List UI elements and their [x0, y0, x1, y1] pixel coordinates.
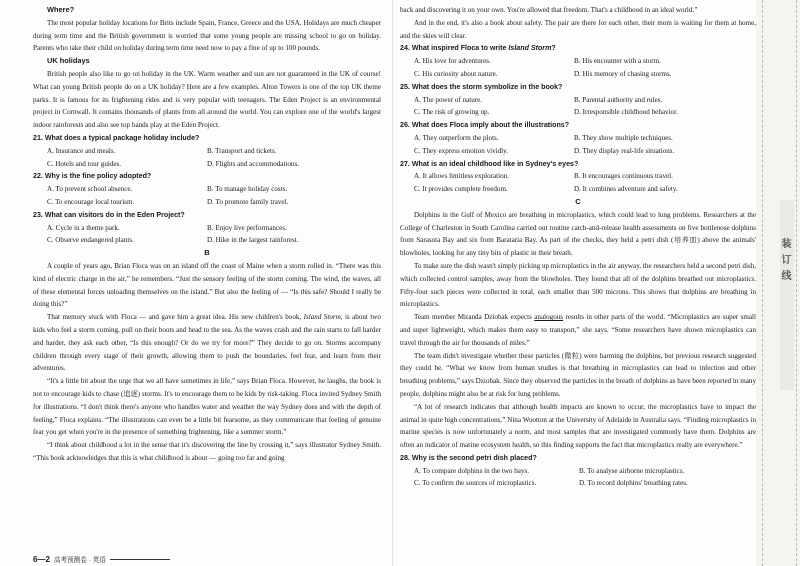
footer-rule	[110, 559, 170, 560]
question-24-title: Island Storm	[508, 44, 552, 53]
option-24b[interactable]: B. His encounter with a storm.	[574, 57, 661, 66]
paragraph-b2-rest: , is about two kids who feel a storm coming, pull on their boots and head to the sea. As the waves crash and the rain starts to fall harder and harder, they ask each other, “Is this enough? Or do we try for more?” They decide to go on. Storms accompany children through every stage of their growth, allowing them to push the boundaries, feel fear, and learn from their adventures.	[33, 313, 381, 373]
paragraph-c5: “A lot of research indicates that although health impacts are known to occur, the microplastics have to impact the animal in quite high concentrations,” Nina Wootton at the University of Adelaide in Australia says. “Finding microplastics in marine species is now unfortunately a norm, and most samples that are investigated commonly have them. Dolphins are often an indicator of marine ecosystem health, so this finding supports the fact that microplastics really are everywhere.”	[400, 402, 756, 450]
option-26c[interactable]: C. They express emotion vividly.	[414, 146, 508, 155]
paragraph-b2	[33, 311, 381, 375]
option-24d[interactable]: D. His memory of chasing storms.	[574, 69, 672, 78]
question-23: 23. What can visitors do in the Eden Project?	[33, 210, 185, 219]
question-22: 22. Why is the fine policy adopted?	[33, 172, 152, 181]
paragraph-c3-start: Team member Miranda Dziobak expects	[414, 313, 535, 322]
question-25: 25. What does the storm symbolize in the book?	[400, 82, 563, 91]
paragraph-c3-rest: results in other parts of the world. “Microplastics are super small and super lightweight, which makes them easy to transport,” she says. “Some researchers have shown microplastics can travel through the air for thousands of miles.”	[400, 313, 756, 347]
binding-margin	[756, 0, 800, 566]
underlined-word: analogous	[534, 313, 564, 322]
option-23c[interactable]: C. Observe endangered plants.	[47, 236, 134, 245]
section-c-heading: C	[575, 196, 581, 206]
binding-label: 装订线	[779, 238, 790, 286]
option-25d[interactable]: D. Irresponsible childhood behavior.	[574, 108, 678, 117]
option-23a[interactable]: A. Cycle in a theme park.	[47, 223, 120, 232]
option-22b[interactable]: B. To manage holiday costs.	[207, 185, 288, 194]
option-26d[interactable]: D. They display real-life situations.	[574, 146, 675, 155]
left-column	[33, 0, 381, 566]
option-24c[interactable]: C. His curiosity about nature.	[414, 69, 498, 78]
option-28b[interactable]: B. To analyse airborne microplastics.	[579, 466, 685, 475]
question-28: 28. Why is the second petri dish placed?	[400, 453, 537, 462]
options-24	[400, 55, 756, 81]
paragraph-c1: Dolphins in the Gulf of Mexico are breathing in microplastics, which could lead to lung problems. Researchers at the College of Charleston in South Carolina carried out routine catch-and-release health assessments on five bottlenose dolphins from Sarasota Bay and six from Barataria Bay. As part of the checks, they held a petri dish (培养皿) above the animals' blowholes, looking for any tiny bits of plastic in their breath.	[400, 210, 756, 258]
option-26b[interactable]: B. They show multiple techniques.	[574, 133, 673, 142]
option-22c[interactable]: C. To encourage local tourism.	[47, 197, 135, 206]
paragraph-where: The most popular holiday locations for Brits include Spain, France, Greece and the USA. Holidays are much cheaper during term time and the British government is worried that some young people are missing school to go on holiday. Parents who take their child on holiday during term time need now to pay a fine of up to 100 pounds.	[33, 18, 381, 53]
paragraph-c2: To make sure the dish wasn't simply picking up microplastics in the air anyway, the researchers held a second petri dish, which collected control samples, away from the blowholes. They found that all of the dolphins breathed out microplastics. Fifty-four such pieces were collected in total, each smaller than 500 microns. This shows that dolphins are breathing in microplastics.	[400, 261, 756, 309]
option-27d[interactable]: D. It combines adventure and safety.	[574, 185, 678, 194]
section-b-heading: B	[204, 248, 210, 258]
right-column	[400, 0, 756, 566]
fold-line	[392, 0, 393, 566]
option-28d[interactable]: D. To record dolphins' breathing rates.	[579, 479, 688, 488]
option-22a[interactable]: A. To prevent school absence.	[47, 185, 133, 194]
option-26a[interactable]: A. They outperform the plots.	[414, 133, 499, 142]
binding-tab	[780, 200, 794, 390]
paragraph-c3	[400, 311, 756, 349]
options-23	[33, 222, 381, 248]
option-28a[interactable]: A. To compare dolphins in the two bays.	[414, 466, 530, 475]
question-26: 26. What does Floca imply about the illustrations?	[400, 121, 570, 130]
option-25c[interactable]: C. The risk of growing up.	[414, 108, 490, 117]
options-28	[400, 465, 756, 491]
option-27b[interactable]: B. It encourages continuous travel.	[574, 172, 673, 181]
option-27a[interactable]: A. It allows limitless exploration.	[414, 172, 509, 181]
options-25	[400, 94, 756, 120]
option-25a[interactable]: A. The power of nature.	[414, 95, 483, 104]
paragraph-b1: A couple of years ago, Brian Floca was on an island off the coast of Maine when a storm rolled in. “There was this kind of electric charge in the air,” he remembers. “Just the sensory feeling of the storm coming. The wind, the waves, all of these elemental forces unloading themselves on the island.” But also the feeling of — “Is this safe? Should I really be doing this?”	[33, 261, 381, 309]
heading-where: Where?	[47, 5, 75, 14]
options-26	[400, 132, 756, 158]
option-23b[interactable]: B. Enjoy live performances.	[207, 223, 287, 232]
page-footer	[33, 554, 170, 564]
option-21d[interactable]: D. Flights and accommodations.	[207, 159, 300, 168]
option-23d[interactable]: D. Hike in the largest rainforest.	[207, 236, 299, 245]
page-number: 6—2	[33, 554, 50, 564]
question-24-text: 24. What inspired Floca to write	[400, 44, 509, 53]
heading-uk-holidays: UK holidays	[47, 56, 90, 66]
paragraph-b5: back and discovering it on your own. You're allowed that freedom. That's a childhood in an ideal world.”	[400, 6, 698, 14]
option-21c[interactable]: C. Hotels and tour guides.	[47, 159, 122, 168]
option-28c[interactable]: C. To confirm the sources of microplastics.	[414, 479, 537, 488]
cut-line-outer	[762, 0, 763, 566]
book-title: Island Storm	[303, 313, 341, 322]
options-21	[33, 145, 381, 171]
paragraph-c4: The team didn't investigate whether these particles (微粒) were harming the dolphins, but previous research suggested they could be. “What we know from human studies is that breathing in microplastics can lead to infection and other breathing problems,” says Dziobak. Since they observed the particles in the breath of dolphins as have been reported in many people, dolphins might also be at risk for lung problems.	[400, 351, 756, 398]
options-27	[400, 170, 756, 196]
paragraph-b6: And in the end, it's also a book about safety. The pair are there for each other, their mom is waiting for them at home, and the skies will clear.	[400, 18, 756, 40]
paragraph-b3: “It's a little bit about the urge that we all have sometimes in life,” says Brian Floca. However, he laughs, the book is not to encourage kids to chase (追逐) storms. It's to encourage them to be kids by risk-taking. Floca invited Sydney Smith for illustrations. “I don't think there's anyone who handles water and weather the way Sydney does and with the depth of feeling,” Floca explains. “The illustrations can even be a little bit fearsome, as they communicate that feeling of genuine fear you get when you're in the presence of something frightening, like a summer storm.”	[33, 377, 381, 437]
cut-line-inner	[796, 0, 797, 566]
question-27: 27. What is an ideal childhood like in Sydney's eyes?	[400, 159, 579, 168]
option-25b[interactable]: B. Parental authority and rules.	[574, 95, 663, 104]
option-27c[interactable]: C. It provides complete freedom.	[414, 185, 508, 194]
question-24-mark: ?	[551, 44, 556, 53]
option-22d[interactable]: D. To promote family travel.	[207, 197, 289, 206]
question-21: 21. What does a typical package holiday include?	[33, 133, 200, 142]
paragraph-b4: “I think about childhood a lot in the sense that it's discovering the line by crossing it,” says illustrator Sydney Smith. “This book acknowledges that this is what childhood is about — going too far and going	[33, 441, 381, 462]
option-24a[interactable]: A. His love for adventures.	[414, 57, 491, 66]
options-22	[33, 183, 381, 209]
paragraph-b2-start: That memory stuck with Floca — and gave him a great idea. His new children's book,	[47, 313, 304, 322]
footer-label: 高考预测卷 · 英语	[53, 557, 106, 564]
option-21a[interactable]: A. Insurance and meals.	[47, 146, 116, 155]
paragraph-uk-holidays: British people also like to go on holiday in the UK. Warm weather and sun are not guaranteed in the UK of course! What can young British people do on a UK holiday? Here are a few examples. Alton Towers is one of the top UK theme parks. It is famous for its frightening rides and is very popular with teenagers. The Eden Project is an environmental project in Cornwall. It contains thousands of plants from all around the world. You can explore one of the world's largest indoor rainforests and also see top bands play at the Eden Project.	[33, 69, 381, 130]
question-24	[400, 42, 756, 55]
option-21b[interactable]: B. Transport and tickets.	[207, 146, 277, 155]
